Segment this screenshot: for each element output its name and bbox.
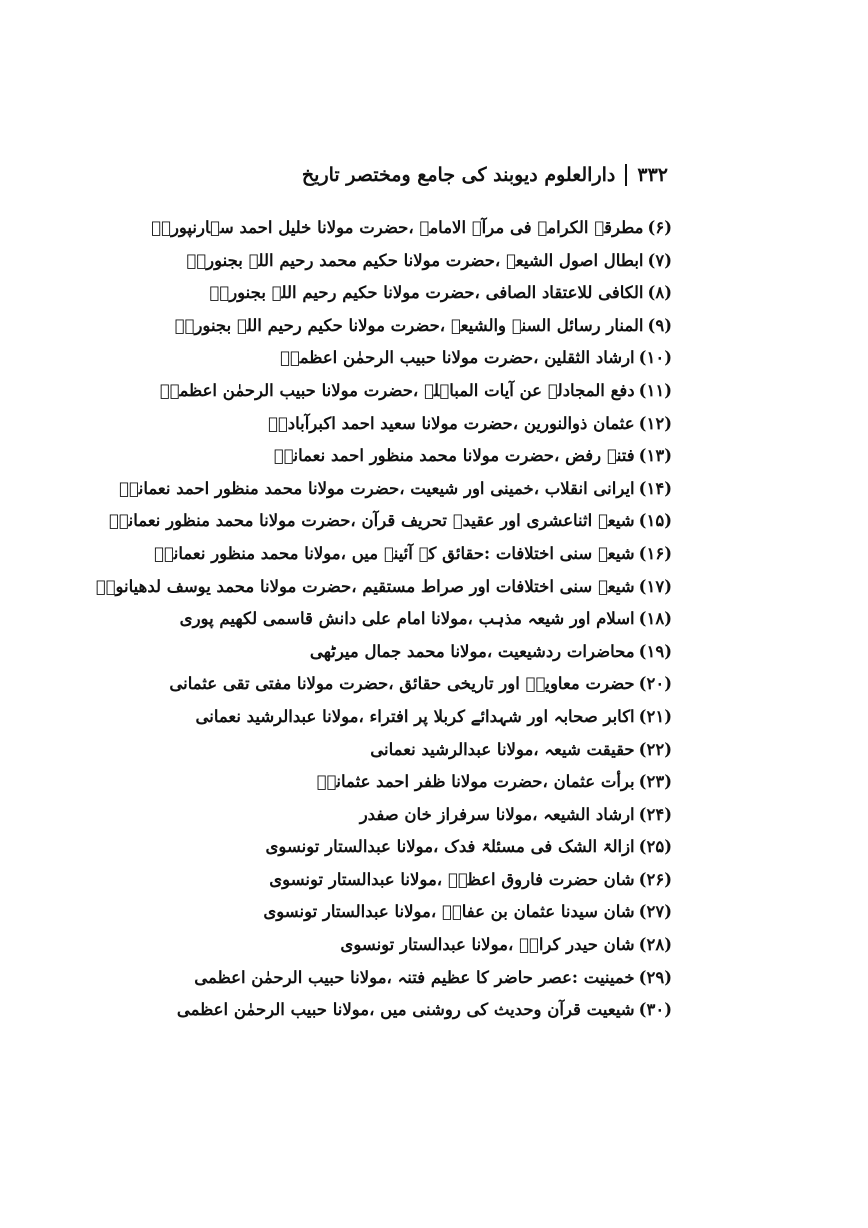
entry-text: ابطال اصول الشیعہ ،حضرت مولانا حکیم محمد رحیم اللہ بجنوریؒ	[186, 250, 644, 270]
entry-number: (۹)	[647, 315, 672, 335]
entry-text: المنار رسائل السنۃ والشیعہ ،حضرت مولانا حکیم رحیم اللہ بجنوریؒ	[174, 315, 644, 335]
entry-text: فتنۂ رفض ،حضرت مولانا محمد منظور احمد نعمانیؒ	[273, 446, 635, 466]
entry-text: محاضرات ردشیعیت ،مولانا محمد جمال میرٹھی	[309, 641, 635, 661]
list-item	[192, 701, 672, 734]
entry-number: (۲۳)	[638, 772, 672, 792]
list-item	[192, 440, 672, 473]
list-item	[176, 994, 672, 1027]
entry-text: شیعہ سنی اختلافات اور صراط مستقیم ،حضرت مولانا محمد یوسف لدھیانویؒ	[95, 576, 635, 596]
entry-number: (۱۲)	[638, 413, 672, 433]
entry-text: شیعہ سنی اختلافات :حقائق کے آئینہ میں ،مولانا محمد منظور نعمانیؒ	[153, 543, 635, 563]
entry-number: (۷)	[647, 250, 672, 270]
list-item	[153, 538, 672, 571]
list-item	[192, 929, 672, 962]
list-item	[192, 799, 672, 832]
list-item	[108, 505, 672, 538]
entry-number: (۳۰)	[638, 1000, 672, 1020]
entry-number: (۸)	[647, 283, 672, 303]
entry-text: عثمان ذوالنورین ،حضرت مولانا سعید احمد اکبرآبادیؒ	[267, 413, 635, 433]
entry-number: (۱۷)	[638, 576, 672, 596]
list-item	[95, 571, 672, 604]
list-item	[192, 831, 672, 864]
entry-text: ارشاد الشیعہ ،مولانا سرفراز خان صفدر	[359, 804, 635, 824]
list-item	[192, 962, 672, 995]
entry-number: (۲۷)	[638, 902, 672, 922]
entry-number: (۲۶)	[638, 869, 672, 889]
list-item	[192, 864, 672, 897]
list-item	[192, 636, 672, 669]
book-title: دارالعلوم دیوبند کی جامع ومختصر تاریخ	[301, 164, 616, 186]
book-list	[95, 212, 672, 1027]
entry-text: ایرانی انقلاب ،خمینی اور شیعیت ،حضرت مولانا محمد منظور احمد نعمانیؒ	[118, 478, 635, 498]
list-item	[192, 408, 672, 441]
entry-text: دفع المجادلہ عن آیات المباہلہ ،حضرت مولانا حبیب الرحمٰن اعظمیؒ	[159, 380, 635, 400]
list-item	[159, 375, 672, 408]
header-separator	[625, 164, 627, 186]
entry-number: (۲۲)	[638, 739, 672, 759]
entry-text: برأت عثمان ،حضرت مولانا ظفر احمد عثمانیؒ	[316, 772, 635, 792]
entry-text: ارشاد الثقلین ،حضرت مولانا حبیب الرحمٰن اعظمیؒ	[279, 348, 635, 368]
entry-text: شیعہ اثناعشری اور عقیدۂ تحریف قرآن ،حضرت مولانا محمد منظور نعمانیؒ	[108, 511, 635, 531]
list-item	[192, 342, 672, 375]
entry-number: (۱۰)	[638, 348, 672, 368]
entry-text: ازالۃ الشک فی مسئلۃ فدک ،مولانا عبدالستار تونسوی	[265, 837, 635, 857]
running-head	[168, 162, 668, 188]
entry-text: مطرقۃ الکرامۃ فی مرآۃ الامامۃ ،حضرت مولانا خلیل احمد سہارنپوریؒ	[151, 218, 644, 237]
entry-text: شیعیت قرآن وحدیث کی روشنی میں ،مولانا حبیب الرحمٰن اعظمی	[176, 1000, 635, 1020]
entry-number: (۲۱)	[638, 706, 672, 726]
entry-number: (۱۵)	[638, 511, 672, 531]
entry-text: خمینیت :عصر حاضر کا عظیم فتنہ ،مولانا حبیب الرحمٰن اعظمی	[194, 967, 635, 987]
list-item	[169, 668, 672, 701]
entry-number: (۱۸)	[638, 609, 672, 629]
list-item	[151, 212, 672, 245]
entry-number: (۲۸)	[638, 935, 672, 955]
list-item	[174, 310, 672, 343]
list-item	[192, 896, 672, 929]
entry-text: شان حیدر کرارؓ ،مولانا عبدالستار تونسوی	[340, 935, 635, 955]
list-item	[192, 766, 672, 799]
list-item	[179, 603, 672, 636]
entry-text: اسلام اور شیعہ مذہب ،مولانا امام علی دانش قاسمی لکھیم پوری	[179, 609, 635, 629]
entry-number: (۱۴)	[638, 478, 672, 498]
entry-number: (۱۱)	[638, 380, 672, 400]
entry-text: الکافی للاعتقاد الصافی ،حضرت مولانا حکیم رحیم اللہ بجنوریؒ	[209, 283, 644, 303]
entry-number: (۶)	[647, 218, 672, 237]
entry-text: شان حضرت فاروق اعظمؓ ،مولانا عبدالستار تونسوی	[269, 869, 635, 889]
entry-number: (۲۴)	[638, 804, 672, 824]
entry-number: (۱۶)	[638, 543, 672, 563]
entry-number: (۱۹)	[638, 641, 672, 661]
page-number: ۳۳۲	[637, 164, 668, 186]
entry-text: شان سیدنا عثمان بن عفانؓ ،مولانا عبدالستار تونسوی	[263, 902, 635, 922]
list-item	[186, 245, 672, 278]
entry-number: (۱۳)	[638, 446, 672, 466]
list-item	[118, 473, 672, 506]
entry-text: حقیقت شیعہ ،مولانا عبدالرشید نعمانی	[370, 739, 635, 759]
entry-number: (۲۹)	[638, 967, 672, 987]
entry-number: (۲۵)	[638, 837, 672, 857]
entry-text: حضرت معاویہؓ اور تاریخی حقائق ،حضرت مولانا مفتی تقی عثمانی	[169, 674, 635, 694]
list-item	[192, 277, 672, 310]
entry-number: (۲۰)	[638, 674, 672, 694]
entry-text: اکابر صحابہ اور شہدائے کربلا پر افتراء ،مولانا عبدالرشید نعمانی	[195, 706, 635, 726]
list-item	[192, 734, 672, 767]
